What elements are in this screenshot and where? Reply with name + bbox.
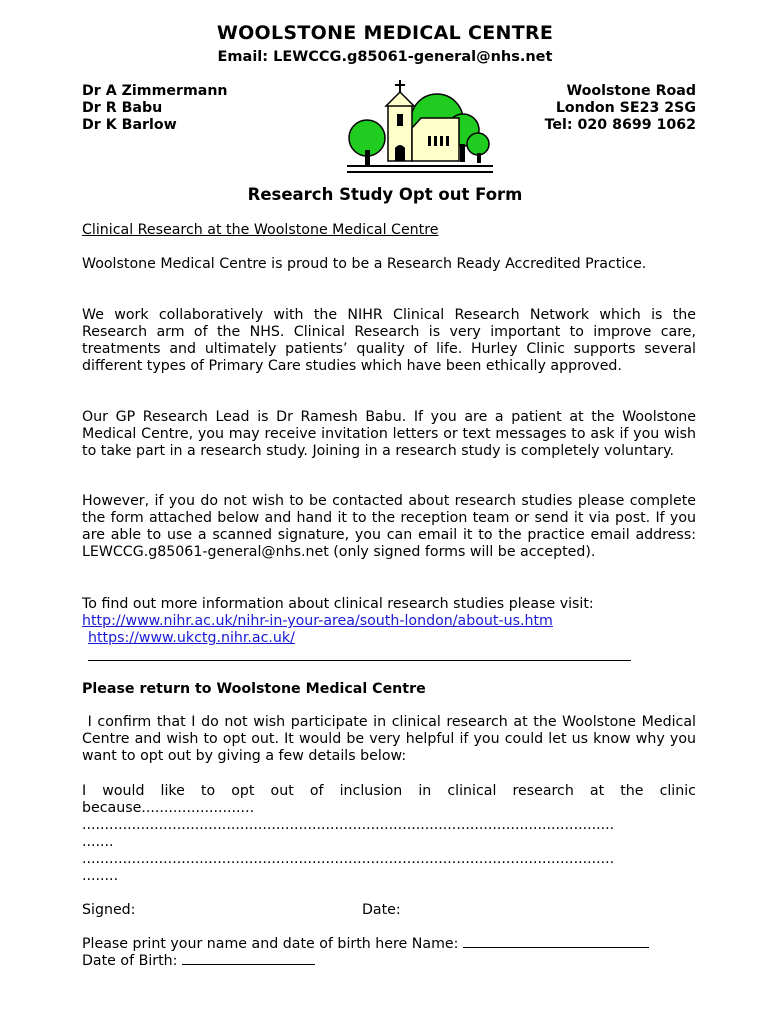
address-line: London SE23 2SG xyxy=(555,100,696,116)
reason-dots-line[interactable]: ....... xyxy=(82,834,114,850)
paragraph-opt-out-instructions: However, if you do not wish to be contacted about research studies please complete the form attached below and hand it to the reception team or send it via post. If you are able to use a scanned signature, you can email it to the practice email address: LEWCCG.g85061-general@nhs.net (only signed forms will be accepted). xyxy=(82,493,696,560)
name-field[interactable] xyxy=(463,935,649,948)
dob-label: Date of Birth: xyxy=(82,953,178,969)
print-name-label: Please print your name and date of birth here Name: xyxy=(82,936,459,952)
date-label: Date: xyxy=(362,902,401,918)
doctor-name: Dr A Zimmermann xyxy=(82,83,228,99)
doctor-name: Dr R Babu xyxy=(82,100,163,116)
reason-dots-line[interactable]: ...................................................................................................................... xyxy=(82,817,615,833)
address-line: Woolstone Road xyxy=(566,83,696,99)
dob-row xyxy=(82,952,315,969)
signed-label: Signed: xyxy=(82,902,136,918)
dob-field[interactable] xyxy=(182,952,315,965)
practice-email: Email: LEWCCG.g85061-general@nhs.net xyxy=(217,49,553,65)
form-title: Research Study Opt out Form xyxy=(247,185,523,204)
doctor-list xyxy=(82,83,228,134)
reason-dots-line[interactable]: ...................................................................................................................... xyxy=(82,851,615,867)
doctor-name: Dr K Barlow xyxy=(82,117,177,133)
return-heading: Please return to Woolstone Medical Centre xyxy=(82,681,426,697)
nihr-link[interactable]: http://www.nihr.ac.uk/nihr-in-your-area/south-london/about-us.htm xyxy=(82,613,553,629)
paragraph-nihr: We work collaboratively with the NIHR Clinical Research Network which is the Research arm of the NHS. Clinical Research is very important to improve care, treatments and ultimately patients’ quality of life. Hurley Clinic supports several different types of Primary Care studies which have been ethically approved. xyxy=(82,307,696,374)
ukctg-link[interactable]: https://www.ukctg.nihr.ac.uk/ xyxy=(88,630,295,646)
link-row xyxy=(82,613,696,630)
name-row xyxy=(82,935,649,952)
page-title: WOOLSTONE MEDICAL CENTRE xyxy=(216,22,554,44)
section-divider xyxy=(88,660,631,661)
phone-number: Tel: 020 8699 1062 xyxy=(544,117,696,133)
paragraph-research-lead: Our GP Research Lead is Dr Ramesh Babu. If you are a patient at the Woolstone Medical Centre, you may receive invitation letters or text messages to ask if you wish to take part in a research study. Joining in a research study is completely voluntary. xyxy=(82,409,696,459)
paragraph-accreditation: Woolstone Medical Centre is proud to be a Research Ready Accredited Practice. xyxy=(82,256,647,272)
link-row xyxy=(88,630,702,647)
reason-dots-line[interactable]: ........ xyxy=(82,868,119,884)
opt-out-reason-text: I would like to opt out of inclusion in clinical research at the clinic because......................... xyxy=(82,783,696,816)
practice-address xyxy=(545,83,696,134)
church-logo xyxy=(345,80,495,176)
paragraph-more-info: To find out more information about clinical research studies please visit: xyxy=(82,596,594,612)
confirm-statement: I confirm that I do not wish participate in clinical research at the Woolstone Medical Centre and wish to opt out. It would be very helpful if you could let us know why you want to opt out by giving a few details below: xyxy=(82,714,701,764)
section-heading: Clinical Research at the Woolstone Medical Centre xyxy=(82,222,439,238)
